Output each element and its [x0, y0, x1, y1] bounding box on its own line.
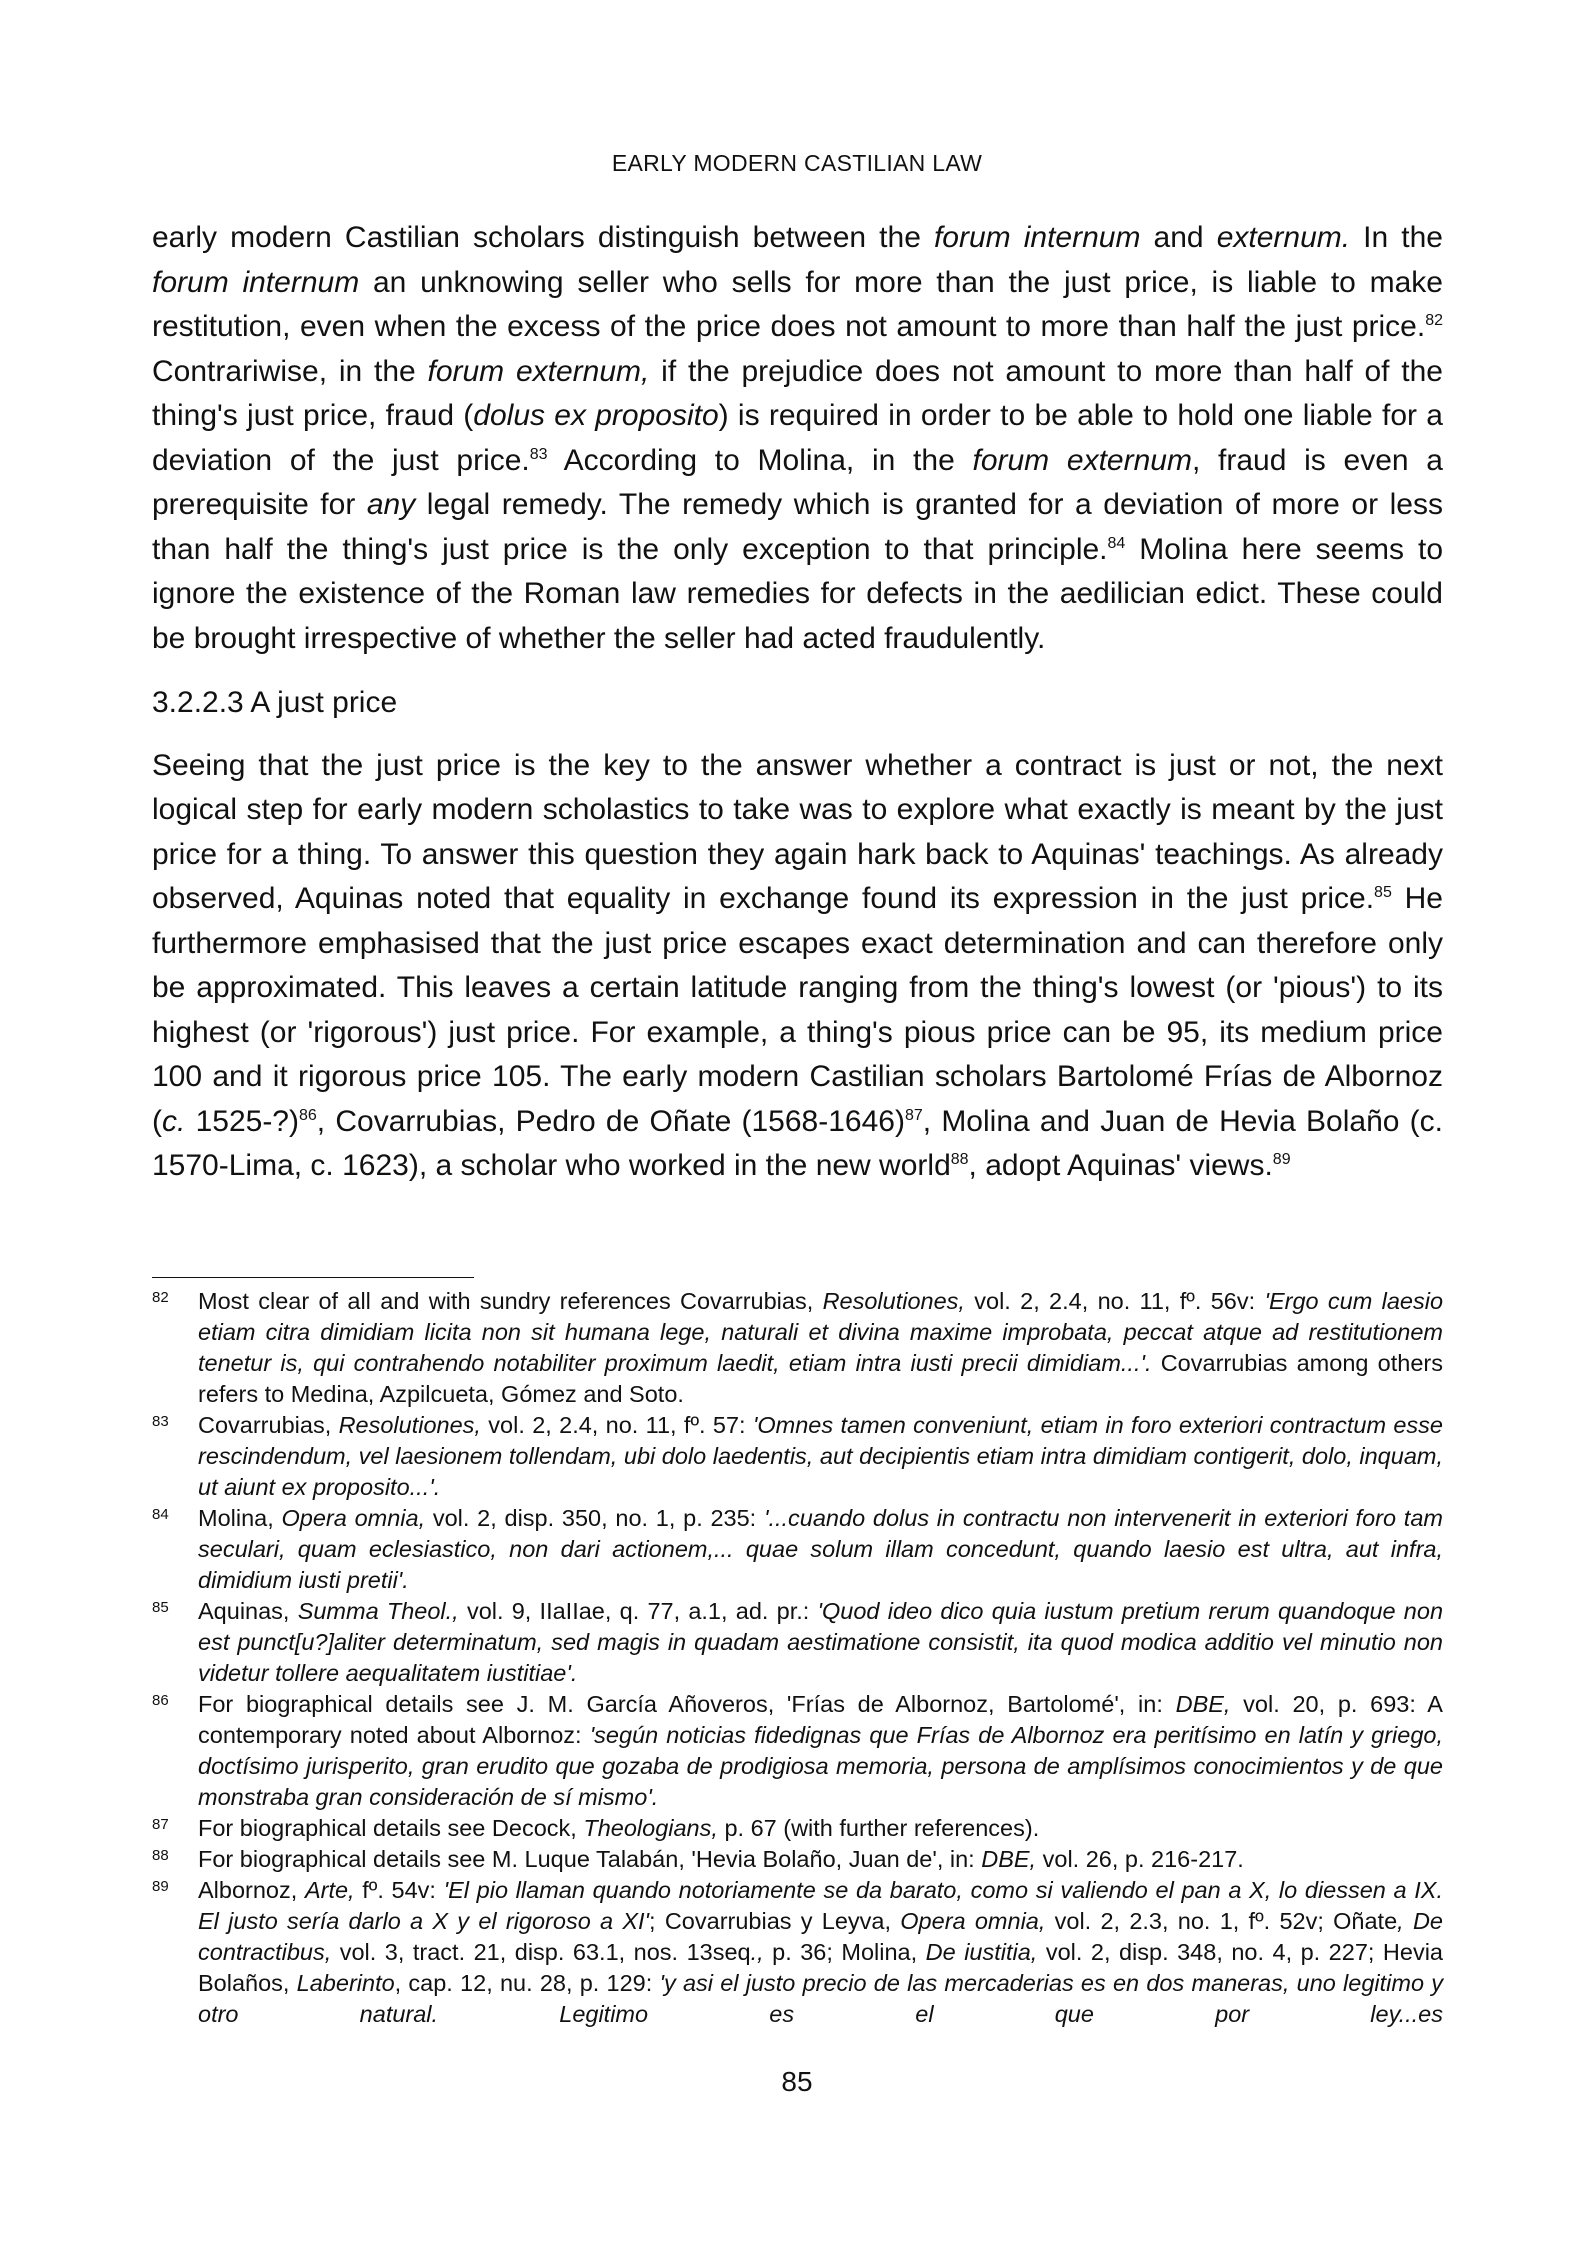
footnote-reference: 83 — [529, 445, 548, 463]
footnote-number: 83 — [152, 1413, 169, 1430]
text-run: vol. 2, 2.3, no. 1, fº. 52v; Oñate — [1045, 1908, 1398, 1934]
footnote-text — [198, 1412, 1443, 1500]
footnotes — [152, 1286, 1443, 2030]
text-run: legal remedy. The remedy which is granted for a deviation of more or less than half the thing's just price is the only exception to that principle. — [152, 488, 1443, 566]
italic-text: Resolutiones, — [822, 1288, 965, 1314]
text-run: early modern Castilian scholars distinguish between the — [152, 221, 934, 254]
italic-text: 'Ergo cum laesio etiam citra dimidiam licita non sit humana lege, naturali et divina maxime improbata, peccat atque ad restitutionem tenetur is, qui contrahendo notabiliter proximum laedit, etiam intra iusti precii dimidiam...'. — [198, 1288, 1444, 1376]
italic-text: Summa Theol., — [297, 1598, 459, 1624]
text-run: Covarrubias, — [198, 1412, 339, 1438]
italic-text: any — [366, 488, 416, 521]
footnote-text — [198, 1846, 1244, 1872]
text-run: vol. 20, p. 693: A contemporary noted about Albornoz: — [198, 1691, 1443, 1748]
text-run: ) is required in order to be able to hold one liable for a deviation of the just price. — [152, 399, 1443, 477]
text-run: Aquinas, — [198, 1598, 298, 1624]
text-run: p. 67 (with further references). — [717, 1815, 1040, 1841]
text-run: Seeing that the just price is the key to the answer whether a contract is just or not, the next logical step for early modern scholastics to take was to explore what exactly is meant by the just price for a thing. To answer this question they again hark back to Aquinas' teachings. As already observed, Aquinas noted that equality in exchange found its expression in the just price. — [152, 748, 1443, 915]
footnote-reference: 82 — [1425, 312, 1443, 329]
footnote-reference: 84 — [1107, 534, 1126, 552]
text-run: , cap. 12, nu. 28, p. 129: — [394, 1970, 660, 1996]
footnote-number: 87 — [152, 1816, 169, 1833]
text-run: vol. 9, IIaIIae, q. 77, a.1, ad. pr.: — [458, 1598, 818, 1624]
italic-text: DBE, — [1175, 1691, 1231, 1717]
text-run: fº. 54v: — [354, 1877, 444, 1903]
footnote-reference: 87 — [904, 1106, 923, 1124]
footnote-85 — [152, 1596, 1443, 1689]
italic-text: forum externum, — [427, 354, 650, 388]
text-run: , adopt Aquinas' views. — [968, 1149, 1273, 1182]
footnote-number: 89 — [152, 1878, 169, 1895]
footnote-number: 84 — [152, 1506, 169, 1523]
footnote-number: 85 — [152, 1599, 169, 1616]
text-run: , fraud is even a prerequisite for — [152, 443, 1443, 521]
footnote-84 — [152, 1503, 1443, 1596]
footnote-87 — [152, 1813, 1443, 1844]
italic-text: 'El pio llaman quando notoriamente se da barato, como si valiendo el pan a X, lo diessen a IX. El justo sería darlo a X y el rigoroso a XI' — [198, 1877, 1443, 1934]
text-run: and — [1140, 221, 1217, 254]
footnote-text — [198, 1815, 1039, 1841]
footnote-number: 88 — [152, 1847, 169, 1864]
text-run: vol. 3, tract. 21, disp. 63.1, nos. 13seq — [331, 1939, 751, 1965]
body-paragraph-1 — [152, 216, 1443, 661]
footnote-reference: 89 — [1272, 1151, 1291, 1168]
italic-text: , De contractibus, — [198, 1908, 1443, 1965]
footnote-text — [198, 1288, 1443, 1407]
italic-text: Arte, — [304, 1877, 355, 1903]
italic-text: 'Quod ideo dico quia iustum pretium rerum quandoque non est punct[u?]aliter determinatum, sed magis in quadam aestimatione consistit, ita quod modica additio vel minutio non videtur tollere aequalitatem iustitiae'. — [198, 1598, 1444, 1686]
text-run: According to Molina, in the — [547, 443, 973, 477]
text-run: if the prejudice does not amount to more than half of the thing's just price, fraud ( — [152, 354, 1443, 432]
text-run: p. 36; Molina, — [763, 1939, 926, 1965]
text-run: In the — [1350, 221, 1443, 254]
italic-text: ., — [750, 1939, 764, 1965]
text-run: vol. 2, disp. 348, no. 4, p. 227; Hevia Bolaños, — [198, 1939, 1443, 1996]
italic-text: Laberinto — [296, 1970, 395, 1996]
italic-text: Theologians, — [583, 1815, 718, 1841]
body-paragraph-2 — [152, 744, 1443, 1189]
italic-text: 'y asi el justo precio de las mercaderias es en dos maneras, uno legitimo y otro natural. Legitimo es el que por ley...es — [198, 1970, 1443, 2027]
page-number: 85 — [781, 2066, 813, 2097]
italic-text: 'Omnes tamen conveniunt, etiam in foro exteriori contractum esse rescindendum, vel laesionem tollendam, ubi dolo laedentis, aut decipientis etiam intra dimidiam contigerit, dolo, inquam, ut aiunt ex proposito...'. — [198, 1412, 1444, 1500]
footnote-82 — [152, 1286, 1443, 1410]
text-run: For biographical details see Decock, — [198, 1815, 584, 1841]
text-run: vol. 26, p. 216-217. — [1036, 1846, 1244, 1872]
footnote-reference: 88 — [950, 1151, 969, 1168]
text-run: vol. 2, 2.4, no. 11, fº. 57: — [480, 1412, 753, 1438]
text-run: Molina here seems to ignore the existence of the Roman law remedies for defects in the aedilician edict. These could be brought irrespective of whether the seller had acted fraudulently. — [152, 532, 1443, 655]
italic-text: c. — [162, 1104, 186, 1138]
text-run: For biographical details see J. M. García Añoveros, 'Frías de Albornoz, Bartolomé', in: — [198, 1691, 1176, 1717]
italic-text: De iustitia, — [925, 1939, 1038, 1965]
section-heading: 3.2.2.3 A just price — [152, 686, 398, 719]
footnote-text — [198, 1505, 1443, 1593]
footnote-text — [198, 1598, 1443, 1686]
footnote-text — [198, 1691, 1443, 1810]
text-run: Molina, — [198, 1505, 282, 1531]
italic-text: '...cuando dolus in contractu non intervenerit in exteriori foro tam seculari, quam eclesiastico, non dari actionem,... quae solum illam concedunt, quando laesio est ultra, aut infra, dimidium iusti pretii'. — [198, 1505, 1443, 1593]
running-header: EARLY MODERN CASTILIAN LAW — [611, 150, 983, 176]
text-run: Most clear of all and with sundry references Covarrubias, — [198, 1288, 823, 1314]
text-run: an unknowing seller who sells for more than the just price, is liable to make restitution, even when the excess of the price does not amount to more than half the just price. — [152, 265, 1443, 343]
footnote-88 — [152, 1844, 1443, 1875]
italic-text: forum internum — [152, 265, 360, 299]
text-run: Covarrubias among others refers to Medina, Azpilcueta, Gómez and Soto. — [198, 1350, 1443, 1407]
footnote-separator — [152, 1277, 474, 1278]
italic-text: forum externum — [972, 443, 1192, 477]
italic-text: Opera omnia, — [281, 1505, 426, 1531]
text-run: , Molina and Juan de Hevia Bolaño (c. 1570-Lima, c. 1623), a scholar who worked in the new world — [152, 1104, 1444, 1182]
italic-text: externum. — [1216, 221, 1351, 254]
footnote-83 — [152, 1410, 1443, 1503]
italic-text: 'según noticias fidedignas que Frías de Albornoz era peritísimo en latín y griego, doctísimo jurisperito, gran erudito que gozaba de prodigiosa memoria, persona de amplísimos conocimientos y de que monstraba gran consideración de sí mismo'. — [198, 1722, 1443, 1810]
italic-text: forum internum — [933, 221, 1141, 254]
text-run: , Covarrubias, Pedro de Oñate (1568-1646) — [316, 1104, 905, 1138]
text-run: ; Covarrubias y Leyva, — [649, 1908, 901, 1934]
footnote-number: 82 — [152, 1289, 169, 1306]
text-run: Contrariwise, in the — [152, 354, 428, 388]
text-run: vol. 2, 2.4, no. 11, fº. 56v: — [964, 1288, 1265, 1314]
italic-text: dolus ex proposito — [473, 399, 719, 432]
footnote-reference: 85 — [1374, 884, 1392, 901]
footnote-86 — [152, 1689, 1443, 1813]
footnote-89 — [152, 1875, 1443, 2030]
italic-text: Opera omnia, — [900, 1908, 1046, 1934]
italic-text: DBE, — [981, 1846, 1037, 1872]
text-run: vol. 2, disp. 350, no. 1, p. 235: — [425, 1505, 764, 1531]
text-run: 1525-?) — [185, 1104, 299, 1138]
text-run: For biographical details see M. Luque Talabán, 'Hevia Bolaño, Juan de', in: — [198, 1846, 982, 1872]
text-run: He furthermore emphasised that the just price escapes exact determination and can therefore only be approximated. This leaves a certain latitude ranging from the thing's lowest (or 'pious') to its highest (or 'rigorous') just price. For example, a thing's pious price can be 95, its medium price 100 and it rigorous price 105. The early modern Castilian scholars Bartolomé Frías de Albornoz ( — [152, 882, 1443, 1138]
text-run: Albornoz, — [198, 1877, 305, 1903]
main-text — [152, 216, 1443, 1189]
footnote-text — [198, 1877, 1443, 2027]
italic-text: Resolutiones, — [338, 1412, 481, 1438]
footnote-reference: 86 — [298, 1106, 317, 1124]
footnote-number: 86 — [152, 1692, 169, 1709]
